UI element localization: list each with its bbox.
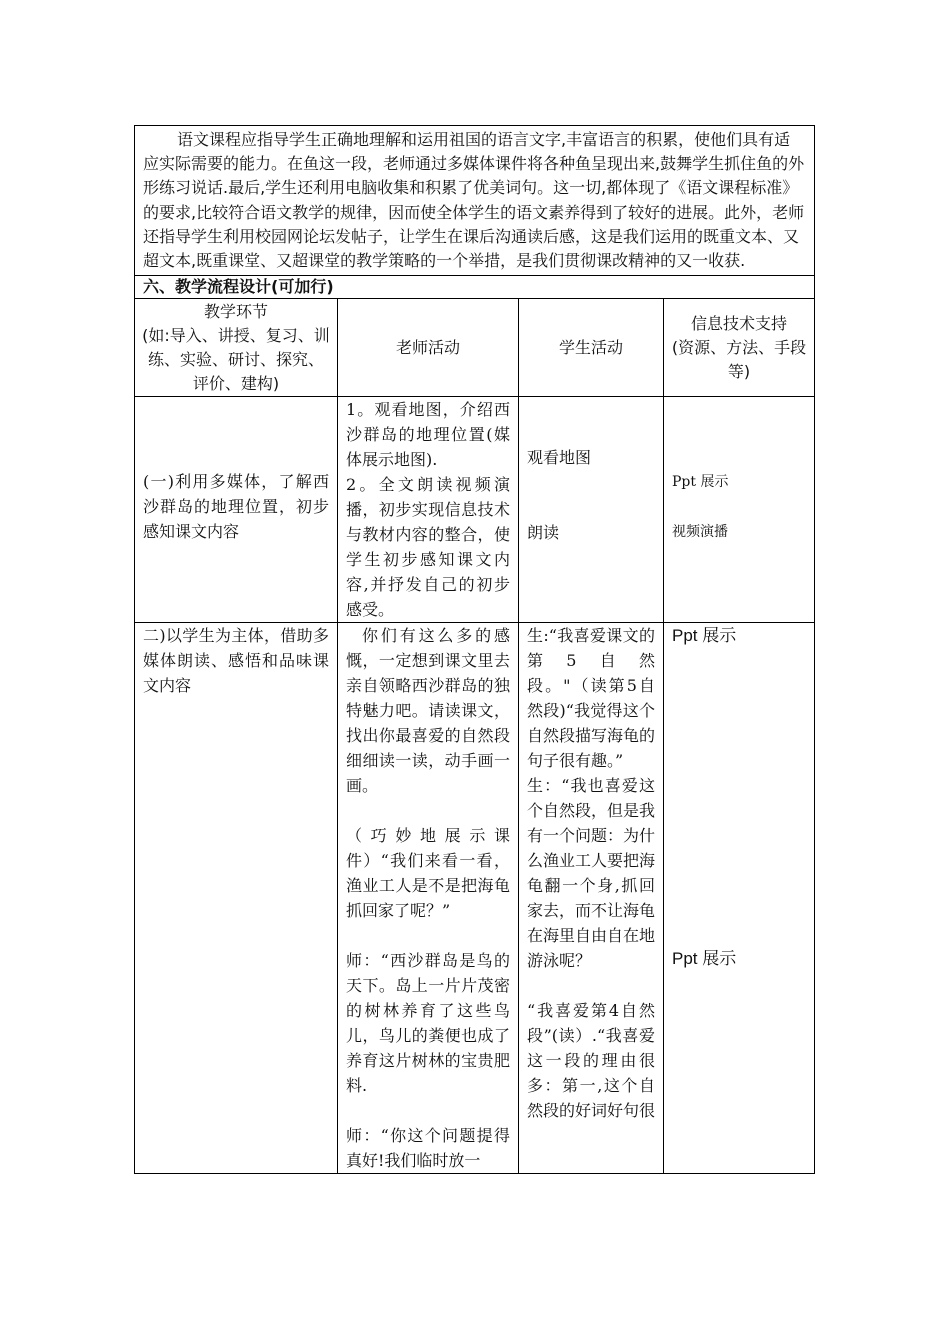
header-stage-sub: (如:导入、讲授、复习、训练、实验、研讨、探究、评价、建构) [142, 325, 330, 393]
table-row [135, 623, 815, 1174]
header-tech-title: 信息技术支持 [691, 313, 788, 333]
row2-teacher [338, 623, 519, 1174]
section-title: 六、教学流程设计(可加行) [135, 276, 815, 299]
intro-row [135, 126, 815, 276]
table-row [135, 397, 815, 623]
row1-tech-item1: Ppt 展示 [672, 474, 729, 491]
row1-teacher-step1: 1。观看地图，介绍西沙群岛的地理位置(媒体展示地图). [346, 400, 510, 470]
row1-student [519, 397, 664, 623]
row1-student-item2: 朗读 [527, 523, 560, 543]
section-title-row [135, 276, 815, 299]
row2-student-para2: 生：“我也喜爱这个自然段，但是我有一个问题：为什么渔业工人要把海龟翻一个身,抓回家去，而不让海龟在海里自由自在地游泳呢？ [527, 776, 656, 971]
row2-teacher-para2: （巧妙地展示课件）“我们来看一看，渔业工人是不是把海龟抓回家了呢？” [346, 826, 510, 921]
row1-tech [664, 397, 815, 623]
lesson-plan-table [134, 125, 815, 1174]
row1-teacher-step2: 2。全文朗读视频演播，初步实现信息技术与教材内容的整合，使学生初步感知课文内容,并抒发自己的初步感受。 [346, 475, 510, 620]
row2-tech-item2: Ppt 展示 [672, 949, 737, 969]
row2-student-para3: “我喜爱第4自然段”(读）.“我喜爱这一段的理由很多：第一,这个自然段的好词好句很 [527, 1001, 656, 1121]
row1-teacher [338, 397, 519, 623]
row1-tech-item2: 视频演播 [672, 524, 728, 541]
row2-teacher-para1: 你们有这么多的感慨，一定想到课文里去亲自领略西沙群岛的独特魅力吧。请读课文，找出你最喜爱的自然段细细读一读，动手画一画。 [346, 626, 510, 796]
header-stage [135, 299, 338, 397]
intro-paragraph: 语文课程应指导学生正确地理解和运用祖国的语言文字,丰富语言的积累，使他们具有适应实际需要的能力。在鱼这一段，老师通过多媒体课件将各种鱼呈现出来,鼓舞学生抓住鱼的外形练习说话.最后,学生还利用电脑收集和积累了优美词句。这一切,都体现了《语文课程标准》的要求,比较符合语文教学的规律，因而使全体学生的语文素养得到了较好的进展。此外，老师还指导学生利用校园网论坛发帖子，让学生在课后沟通读后感，这是我们运用的既重文本、又超文本,既重课堂、又超课堂的教学策略的一个举措，是我们贯彻课改精神的又一收获. [135, 126, 815, 276]
header-tech [664, 299, 815, 397]
row1-stage: (一)利用多媒体，了解西沙群岛的地理位置，初步感知课文内容 [135, 397, 338, 623]
row2-teacher-para4: 师：“你这个问题提得真好!我们临时放一 [346, 1126, 510, 1171]
document-page [134, 125, 814, 1174]
row2-tech-item1: Ppt 展示 [672, 626, 737, 646]
header-stage-title: 教学环节 [203, 301, 268, 321]
header-tech-sub: (资源、方法、手段等) [671, 337, 807, 381]
row2-student [519, 623, 664, 1174]
header-teacher: 老师活动 [338, 299, 519, 397]
table-header-row [135, 299, 815, 397]
row2-teacher-para3: 师：“西沙群岛是鸟的天下。岛上一片片茂密的树林养育了这些鸟儿，鸟儿的粪便也成了养育这片树林的宝贵肥料. [346, 951, 510, 1096]
row1-student-item1: 观看地图 [527, 448, 592, 468]
row2-student-para1: 生:“我喜爱课文的第5自然段。"（读第5自然段)“我觉得这个自然段描写海龟的句子很有趣。” [527, 626, 656, 771]
row2-stage: 二)以学生为主体，借助多媒体朗读、感悟和品味课文内容 [135, 623, 338, 1174]
header-student: 学生活动 [519, 299, 664, 397]
row2-tech [664, 623, 815, 1174]
